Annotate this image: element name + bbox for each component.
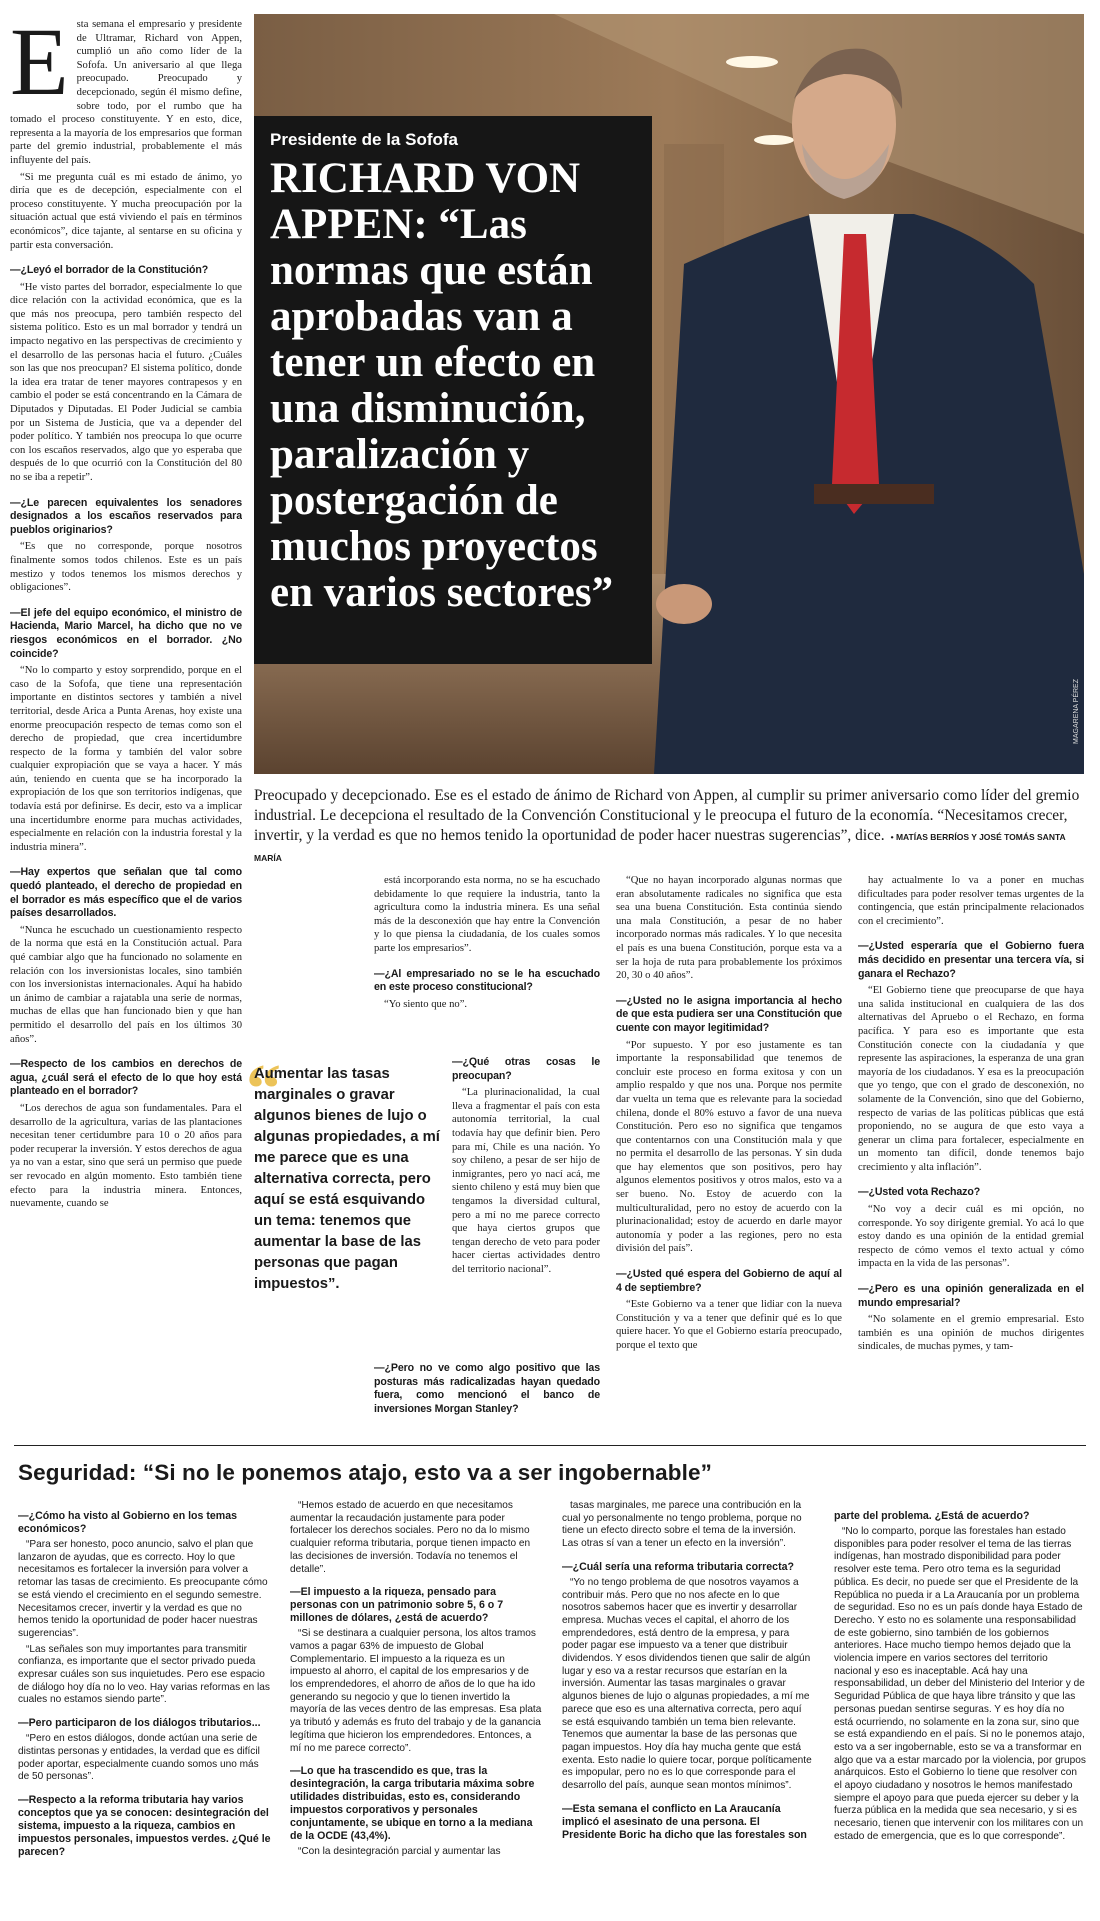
quote-mark-icon: “ bbox=[246, 1051, 281, 1128]
article-column-2-narrow bbox=[452, 1044, 600, 1344]
question: —¿Usted vota Rechazo? bbox=[858, 1186, 981, 1199]
question: —¿Pero es una opinión generalizada en el mundo empresarial? bbox=[858, 1283, 1084, 1309]
byline: • MATÍAS BERRÍOS Y JOSÉ TOMÁS SANTA MARÍA bbox=[254, 832, 1066, 863]
paragraph: “No voy a decir cuál es mi opción, no corresponde. Yo soy dirigente gremial. Yo acá lo que estoy dando es una opinión de la entidad gremial respecto de cómo vemos el texto actual y cómo impacta en la vida de las personas”. bbox=[858, 1204, 1084, 1270]
question: —¿Cuál sería una reforma tributaria correcta? bbox=[562, 1560, 794, 1573]
paragraph: está incorporando esta norma, no se ha escuchado debidamente lo que requiere la industria, tanto la agricultura como la industria minera. Es una señal más de la desconexión que hay entre la Convención y lo que piensa la ciudadanía, de los cuales somos parte los empresarios”. bbox=[374, 875, 600, 954]
paragraph: “Este Gobierno va a tener que lidiar con la nueva Constitución y va a tener que definir qué es lo que quiere hacer. Yo que el Gobierno estaría preocupado, porque el texto que bbox=[616, 1299, 842, 1351]
question: —Respecto a la reforma tributaria hay varios conceptos que ya se conocen: desintegración del sistema, impuesto a la riqueza, cambios en impuestos personales, impuestos verdes. ¿Qué le parecen? bbox=[18, 1793, 271, 1858]
paragraph: “Nunca he escuchado un cuestionamiento respecto de la norma que está en la Constitución actual. Para qué cambiar algo que ha funcionado no solamente en relación con los inversionistas locales, sino también con los inversionistas internacionales. Aquí ha habido un ánimo de cambiar a rajatabla una serie de normas, muchas de ellas que han funcionado bien y que han permitido el desarrollo del país en los últimos 30 años”. bbox=[10, 924, 242, 1045]
question: —Respecto de los cambios en derechos de agua, ¿cuál será el efecto de lo que hoy está planteado en el borrador? bbox=[10, 1058, 242, 1098]
paragraph: “La plurinacionalidad, la cual lleva a fragmentar el país con esta autonomía territorial, la cual todavía hay que definir bien. Pero para mí, Chile es una nación. Yo soy chileno, a pesar de ser hijo de inmigrantes, pero yo nací acá, me siento chileno y está muy bien que tengamos la diversidad cultural, pero a mí no me parece correcto que haya ciertos grupos que tengan derecho de veto para poder hacer ciertas actividades dentro del territorio nacional”. bbox=[452, 1087, 600, 1275]
paragraph: “El Gobierno tiene que preocuparse de que haya una salida institucional en cualquiera de las dos alternativas del Apruebo o el Rechazo, en forma pacífica. Y para eso es importante que esta Constitución conecte con la ciudadanía y que represente las aspiraciones, la esperanza de una gran mayoría de los ciudadanos. Y esa es la preocupación que yo tengo, que con el grado de desconexión, no solamente de la Convención, sino que del Gobierno, respecto de varias de las políticas públicas que está proponiendo, no se augura de que esto vaya a generar un clima para fortalecer, especialmente en un momento tan difícil, donde tenemos bajo crecimiento y alta inflación”. bbox=[858, 985, 1084, 1173]
question: —Lo que ha trascendido es que, tras la desintegración, la carga tributaria máxima sobre utilidades distribuidas, esto es, considerando impuestos corporativos y personales conjuntamente, se ubique en torno a la mediana de la OCDE (43,4%). bbox=[290, 1765, 535, 1843]
paragraph: “He visto partes del borrador, especialmente lo que dice relación con la actividad económica, que es la que más nos preocupa, pero también respecto del sistema político. Esto es un mal borrador y tendrá un impacto negativo en las perspectivas de crecimiento y el desarrollo de las personas hacia el futuro. ¿Cuáles son las que nos preocupan? El sistema político, donde la idea era tratar de tener mayores contrapesos y en cambio el poder se está concentrando en la Cámara de Diputados y Diputadas. El Poder Judicial se cambia por un Sistema de Justicia, que va a depender del poder político. Y también nos preocupa lo que ocurre con los escaños reservados, algo que yo esperaba que después de lo que ocurrió con la Constitución del 80 no se iba a repetir”. bbox=[10, 281, 242, 483]
paragraph: “Con la desintegración parcial y aumentar las bbox=[298, 1846, 501, 1858]
question: —¿Al empresariado no se le ha escuchado en este proceso constitucional? bbox=[374, 967, 600, 994]
section-column-1 bbox=[18, 1500, 271, 1914]
paragraph: “Que no hayan incorporado algunas normas que eran absolutamente radicales no significa que esta sea una buena Constitución. Esta continúa siendo una mala Constitución, a pesar de no haber incorporado normas más radicales. Y lo que necesita el país es una buena Constitución, porque esta va a ser la hoja de ruta para probablemente los próximos 20, 30 o 40 años”. bbox=[616, 875, 842, 982]
drop-cap: E bbox=[10, 18, 69, 115]
paragraph: “No solamente en el gremio empresarial. Esto también es una opinión de muchos dirigentes sindicales, de muchas pymes, y tam- bbox=[858, 1314, 1084, 1353]
paragraph: “Las señales son muy importantes para transmitir confianza, es importante que el sector privado pueda expresar cuáles son sus inquietudes. Pero ese espacio de diálogo hoy día no lo veo. Hay varias reformas en las cuales no estamos siendo parte”. bbox=[18, 1643, 270, 1706]
paragraph: tasas marginales, me parece una contribución en la cual yo personalmente no tengo problema, porque no tiene un efecto directo sobre el tema de la inversión. Las otras sí van a tener un efecto en la inversión”. bbox=[562, 1500, 802, 1550]
question: —Hay expertos que señalan que tal como quedó planteado, el derecho de propiedad en el borrador es más específico que el de varios países desarrollados. bbox=[10, 866, 242, 920]
pull-quote bbox=[246, 1051, 444, 1295]
section-column-2 bbox=[290, 1500, 542, 1914]
question: —El impuesto a la riqueza, pensado para personas con un patrimonio sobre 5, 6 o 7 millones de dólares, ¿está de acuerdo? bbox=[290, 1586, 504, 1625]
article-column-4 bbox=[858, 874, 1084, 1430]
paragraph: “Yo no tengo problema de que nosotros vayamos a contribuir más. Pero que no nos afecte en lo que nosotros sabemos hacer que es invertir y desarrollar empresa. Muchas veces el capital, el ahorro de los emprendedores, está dentro de la empresa, y para poder pagar ese impuesto va a tener que distribuir dividendos. Y esos dividendos tienen que salir de algún lugar y eso va a restar recursos que estarían en la inversión. Aumentar las tasas marginales o gravar algunos bienes de lujo o algunas propiedades, a mí me parece que eso es una alternativa correcta, pero aquí se está esquivando también un tema bien relevante. Tenemos que aumentar la base de las personas que pagan impuestos. Hoy día hay mucha gente que está exenta. Esto nadie lo quiere tocar, porque políticamente es impopular, pero no es lo que corresponde para el desarrollo del país, aunque sean montos mínimos”. bbox=[562, 1576, 812, 1792]
paragraph: sta semana el empresario y presidente de Ultramar, Richard von Appen, cumplió un año como líder de la Sofofa. Un aniversario al que llega preocupado. Preocupado y decepcionado, según él mismo define, sobre todo, por el rumbo que ha tomado el proceso constituyente. Y en esto, dice, representa a la mayoría de los empresarios que forman parte del gremio industrial, probablemente el más influyente del país. bbox=[10, 19, 242, 166]
article-column-3 bbox=[616, 874, 842, 1430]
article-column-2 bbox=[374, 874, 600, 1038]
headline-box bbox=[254, 116, 652, 664]
paragraph: “Pero en estos diálogos, donde actúan una serie de distintas personas y entidades, la verdad que es difícil poder aportar, especialmente cuando somos uno más de 50 personas”. bbox=[18, 1733, 260, 1783]
paragraph: “No lo comparto y estoy sorprendido, porque en el caso de la Sofofa, que tiene una representación importante en distintos sectores y también a nivel territorial, desde Arica a Punta Arenas, hoy existe una enorme preocupación respecto de temas como son el derecho de propiedad, que crea incertidumbre respecto de la forma y también del valor sobre cualquier expropiación que se vaya a hacer. Y más aún, teniendo en cuenta que se ha incorporado la expropiación de los que son territorios indígenas, que todavía está por definirse. Es decir, esto va a implicar una incertidumbre enorme para muchas actividades, especialmente en relación con la industria forestal y la industria minera”. bbox=[10, 665, 242, 853]
question: —El jefe del equipo económico, el ministro de Hacienda, Mario Marcel, ha dicho que no ve riesgos económicos en el borrador. ¿No coincide? bbox=[10, 606, 242, 660]
question: —¿Pero no ve como algo positivo que las posturas más radicalizadas hayan quedado fuera, como mencionó el banco de inversiones Morgan Stanley? bbox=[374, 1362, 600, 1415]
question: —Pero participaron de los diálogos tributarios... bbox=[18, 1717, 261, 1730]
section-divider bbox=[14, 1445, 1086, 1446]
question: —¿Usted qué espera del Gobierno de aquí al 4 de septiembre? bbox=[616, 1268, 842, 1294]
question: —¿Usted no le asigna importancia al hecho de que esta pudiera ser una Constitución que cuente con mayor legitimidad? bbox=[616, 994, 842, 1034]
lede-text: Preocupado y decepcionado. Ese es el estado de ánimo de Richard von Appen, al cumplir su primer aniversario como líder del gremio industrial. Le decepciona el resultado de la Convención Constitucional y le preocupa el futuro de la economía. “Necesitamos crecer, invertir, y la verdad es que no hemos tenido la oportunidad de poder hacer nuestras sugerencias”, dice. bbox=[254, 787, 1080, 844]
section-title: Seguridad: “Si no le ponemos atajo, esto va a ser ingobernable” bbox=[18, 1460, 712, 1485]
paragraph: “Es que no corresponde, porque nosotros finalmente somos todos chilenos. Este es un país mestizo y todos tenemos los mismos derechos y obligaciones”. bbox=[10, 541, 242, 594]
paragraph: “Yo siento que no”. bbox=[384, 998, 468, 1010]
lede bbox=[254, 786, 1084, 868]
paragraph: “Por supuesto. Y por eso justamente es tan importante la responsabilidad que tenemos de concluir este proceso en forma exitosa y con un amplio respaldo y que nos una. Porque nos permite dar vuelta un tema que es relevante para la sociedad chilena, donde el 80% estuvo a favor de una nueva Constitución. Pero eso no significa que tengamos que contentarnos con una Constitución mala y que no permita el desarrollo de las personas. Y sin duda que hay elementos que son positivos, pero hay algunos elementos positivos y otros malos, esto va a ser bueno. No. Estoy de acuerdo con la multiculturalidad, pero no estoy de acuerdo con la plurinacionalidad; estoy de acuerdo en darle mayor autonomía y poder a las regiones, pero no esta división del país”. bbox=[616, 1039, 842, 1255]
paragraph: “Si se destinara a cualquier persona, los altos tramos vamos a pagar 63% de impuesto de Global Complementario. El impuesto a la riqueza es un impuesto al ahorro, el capital de los empresarios y de los emprendedores, el ahorro de años de lo que ha ido generando su negocio y que lo tienen invertido la mayoría de las veces dentro de las empresas. Esa plata ya tributó y además es fruto del trabajo y de la ganancia legítima que hicieron los emprendedores. Entonces, a mí no me parece correcto”. bbox=[290, 1628, 542, 1754]
paragraph: hay actualmente lo va a poner en muchas dificultades para poder resolver temas urgentes de la contingencia, que están principalmente relacionados con el crecimiento”. bbox=[858, 875, 1084, 927]
question: —¿Le parecen equivalentes los senadores designados a los escaños reservados para pueblos originarios? bbox=[10, 496, 242, 536]
article-column-2-bottom bbox=[374, 1350, 600, 1430]
question: parte del problema. ¿Está de acuerdo? bbox=[834, 1510, 1030, 1522]
question: —¿Usted esperaría que el Gobierno fuera más decidido en presentar una tercera vía, si ganara el Rechazo? bbox=[858, 940, 1084, 980]
question: —¿Cómo ha visto al Gobierno en los temas económicos? bbox=[18, 1510, 237, 1535]
paragraph: “Para ser honesto, poco anuncio, salvo el plan que lanzaron de ayudas, que es correcto. Hoy lo que necesitamos es fortalecer la inversión para volver a retomar las tasas de crecimiento. Es preocupante cómo se está viendo el crecimiento en el segundo semestre. Necesitamos crecer, invertir y la verdad es que no hemos tenido la oportunidad de poder hacer nuestras sugerencias”. bbox=[18, 1539, 268, 1639]
question: —¿Qué otras cosas le preocupan? bbox=[452, 1056, 600, 1082]
photo-credit: MAGARENA PÉREZ bbox=[1073, 679, 1080, 744]
paragraph: “Si me pregunta cuál es mi estado de ánimo, yo diría que es de decepción, especialmente con el proceso constituyente. Y mucha preocupación por la situación actual que está viviendo el país en términos económicos”, dice tajante, al sentarse en su oficina y partir esta conversación. bbox=[10, 171, 242, 251]
section-column-4 bbox=[834, 1500, 1086, 1914]
question: —Esta semana el conflicto en La Araucanía implicó el asesinato de una persona. El Presidente Boric ha dicho que las forestales son bbox=[562, 1802, 807, 1841]
section-column-3 bbox=[562, 1500, 814, 1914]
article-column-1 bbox=[10, 18, 242, 1428]
paragraph: “Los derechos de agua son fundamentales. Para el desarrollo de la agricultura, varias de las plantaciones necesitan tener certidumbre para 10 o 20 años para poder recuperar la inversión. Y estos derechos de agua ya no van a estar, sino que será un permiso que puede ser revocado en algún momento. Esto también tiene efecto para la industria minera. Entonces, nuevamente, cuando se bbox=[10, 1102, 242, 1210]
paragraph: “No lo comparto, porque las forestales han estado disponibles para poder resolver el tema de las tierras indígenas, han mostrado disponibilidad para poder resolver este tema. Pero otro tema es la seguridad pública. Es decir, no puede ser que el Presidente de la República no pueda ir a La Araucanía por un problema de seguridad. Eso no es un país donde haya Estado de Derecho. Y esto no es solamente una responsabilidad de este gobierno, sino también de los gobiernos anteriores. Hace mucho tiempo hemos dejado que la violencia impere en varios sectores del territorio nacional y eso es inaceptable. Acá hay una responsabilidad, un deber del Ministerio del Interior y de Seguridad Pública de que haya libre tránsito y que las personas puedan sentirse seguras. Y es hoy día no está ocurriendo, no solamente en la zona sur, sino que se está expandiendo en el país. Si no le ponemos atajo, esto va a ser ingobernable, esto se va a transformar en algo que va a estar marcado por la violencia, por grupos anárquicos. Esto el Gobierno lo tiene que resolver con el apoyo ciudadano y nosotros le hemos manifestado siempre el apoyo para que pueda ejercer su deber y la fuerza pública en la medida que sea necesario, y si es necesario, tienen que intervenir con los militares con un estado de emergencia, que es lo que corresponde”. bbox=[834, 1526, 1086, 1842]
pull-quote-text: Aumentar las tasas marginales o gravar algunos bienes de lujo o algunas propiedades, a mí me parece que es una alternativa correcta, pero aquí se está esquivando un tema: tenemos que aumentar la base de las personas que pagan impuestos”. bbox=[254, 1066, 440, 1292]
question: —¿Leyó el borrador de la Constitución? bbox=[10, 264, 209, 277]
paragraph: “Hemos estado de acuerdo en que necesitamos aumentar la recaudación justamente para poder fortalecer los derechos sociales. Pero no da lo mismo cualquier reforma tributaria, porque tienen impacto en las decisiones de inversión. Todavía no tenemos el detalle”. bbox=[290, 1500, 531, 1575]
headline: RICHARD VON APPEN: “Las normas que están aprobadas van a tener un efecto en una disminución, paralización y postergación de muchos proyectos en varios sectores” bbox=[270, 155, 614, 616]
kicker: Presidente de la Sofofa bbox=[270, 130, 458, 149]
